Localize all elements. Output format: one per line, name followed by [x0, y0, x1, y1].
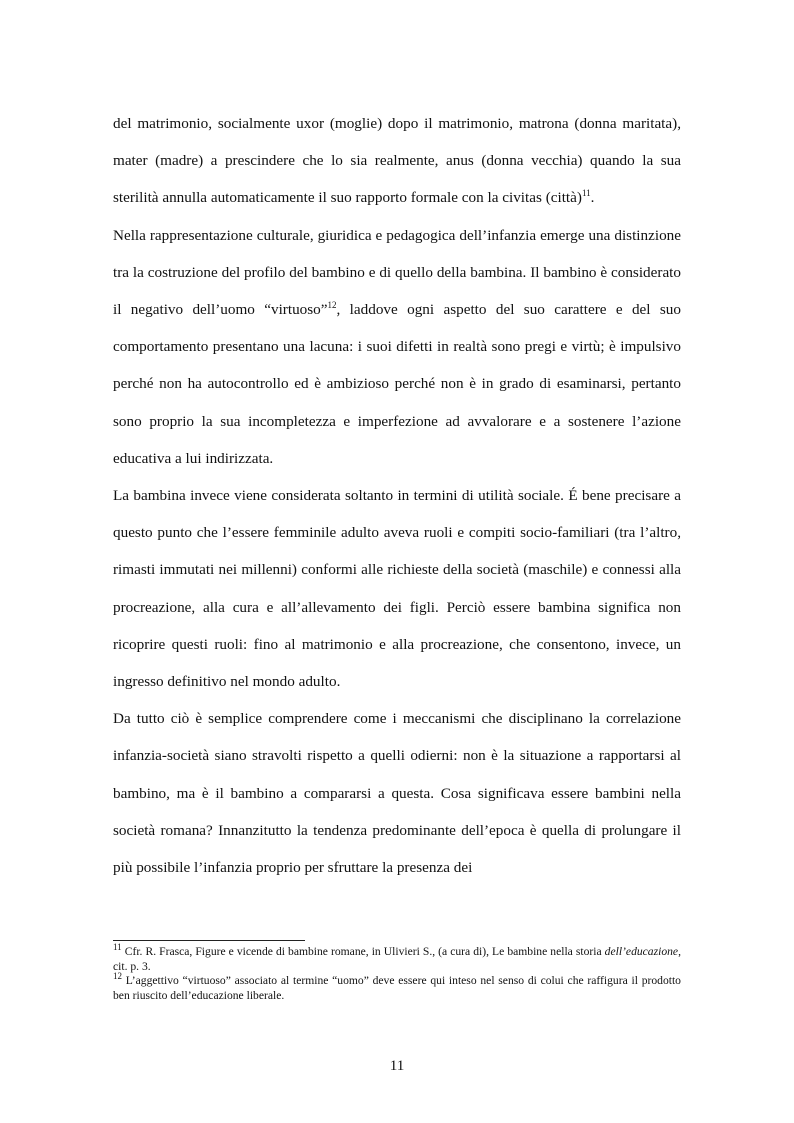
paragraph-1-text: del matrimonio, socialmente uxor (moglie) dopo il matrimonio, matrona (donna maritata), mater (madre) a prescindere che lo sia realmente, anus (donna vecchia) quando la sua sterilità annulla automaticamente il suo rapporto formale con la civitas (città)	[113, 115, 681, 207]
page-body	[113, 105, 681, 886]
paragraph-3-text: La bambina invece viene considerata soltanto in termini di utilità sociale. É bene precisare a questo punto che l’essere femminile adulto aveva ruoli e compiti socio-familiari (tra l’altro, rimasti immutati nei millenni) conformi alle richieste della società (maschile) e connessi alla procreazione, alla cura e all’allevamento dei figli. Perciò essere bambina significa non ricoprire questi ruoli: fino al matrimonio e alla procreazione, che consentono, invece, un ingresso definitivo nel mondo adulto.	[113, 487, 681, 691]
footnote-number: 12	[113, 971, 122, 982]
paragraph-2-tail: , laddove ogni aspetto del suo carattere e del suo comportamento presentano una lacuna: i suoi difetti in realtà sono pregi e virtù; è impulsivo perché non ha autocontrollo ed è ambizioso perché non è in grado di esaminarsi, pertanto sono proprio la sua incompletezza e imperfezione ad avvalorare e a sostenere l’azione educativa a lui indirizzata.	[113, 301, 681, 467]
footnote-ref-12[interactable]: 12	[327, 299, 337, 310]
footnote-text: L’aggettivo “virtuoso” associato al termine “uomo” deve essere qui inteso nel senso di colui che raffigura il prodotto ben riuscito dell’educazione liberale.	[113, 974, 681, 1002]
paragraph-1	[113, 105, 681, 217]
footnote-ref-11[interactable]: 11	[581, 188, 591, 199]
footnote-12	[113, 971, 681, 1003]
page-number: 11	[389, 1057, 405, 1074]
footnote-number: 11	[113, 942, 122, 953]
footnotes	[113, 942, 681, 1003]
footnote-italic-title: dell’educazione	[604, 945, 679, 958]
footnote-text: Cfr. R. Frasca, Figure e vicende di bambine romane, in Ulivieri S., (a cura di), Le bambine nella storia	[124, 945, 605, 958]
paragraph-1-tail: .	[590, 189, 595, 207]
paragraph-2	[113, 217, 681, 477]
paragraph-3	[113, 477, 681, 700]
paragraph-4-text: Da tutto ciò è semplice comprendere come i meccanismi che disciplinano la correlazione infanzia-società siano stravolti rispetto a quelli odierni: non è la situazione a rapportarsi al bambino, ma è il bambino a compararsi a questa. Cosa significava essere bambini nella società romana? Innanzitutto la tendenza predominante dell’epoca è quella di prolungare il più possibile l’infanzia proprio per sfruttare la presenza dei	[113, 710, 681, 877]
footnote-11	[113, 942, 681, 974]
paragraph-2-text: Nella rappresentazione culturale, giuridica e pedagogica dell’infanzia emerge una distinzione tra la costruzione del profilo del bambino e di quello della bambina. Il bambino è considerato il negativo dell’uomo “virtuoso”	[113, 226, 681, 319]
footnote-tail: , cit. p. 3.	[113, 945, 681, 973]
footnote-separator	[113, 940, 305, 941]
paragraph-4	[113, 700, 681, 886]
